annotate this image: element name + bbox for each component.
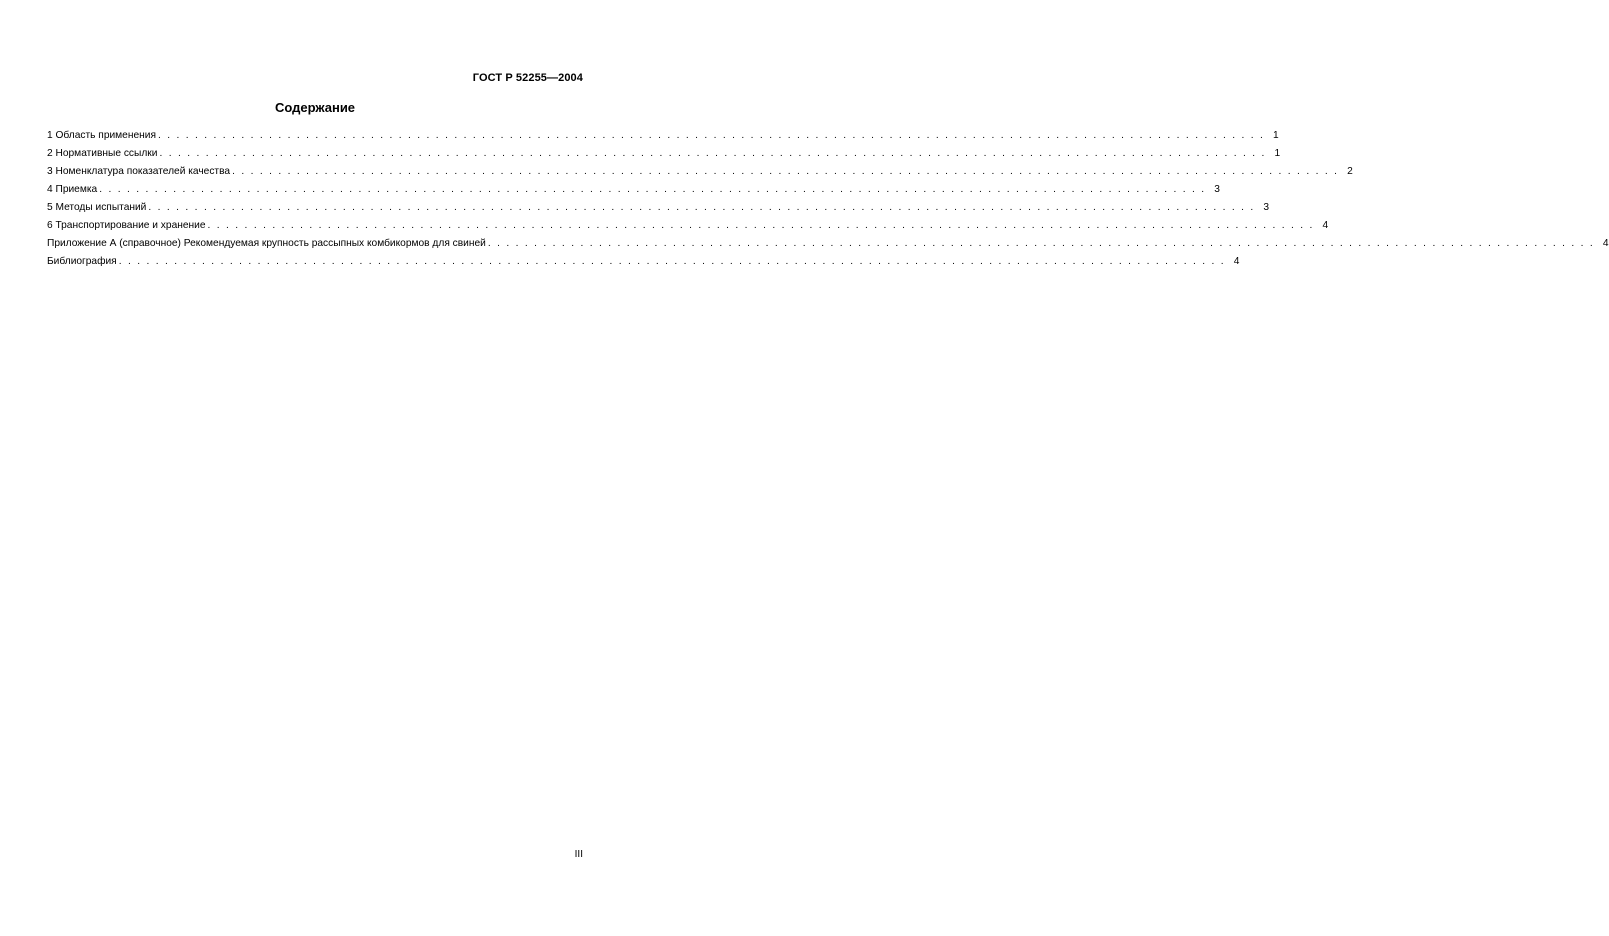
toc-leader-dots: . . . . . . . . . . . . . . . . . . . . . . . . . . . . . . . . . . . . . . . . . . . . . . . . . . . . . . . . . . . . . . . . . . . . . . . . . . . . . . . . . . . . . . . . . . . . . . . . . . . . . . . . . . . . . . . . . . . . . . . .: [99, 184, 1206, 195]
toc-entry-quality-indicators[interactable]: [47, 163, 1353, 181]
toc-entry-page: 4: [1233, 256, 1240, 267]
toc-entry-page: 3: [1214, 184, 1220, 195]
toc-leader-dots: . . . . . . . . . . . . . . . . . . . . . . . . . . . . . . . . . . . . . . . . . . . . . . . . . . . . . . . . . . . . . . . . . . . . . . . . . . . . . . . . . . . . . . . . . . . . . . . . . . . . . . . . . . . . . . . . . . . . . . . .: [232, 166, 1339, 177]
toc-leader-dots: . . . . . . . . . . . . . . . . . . . . . . . . . . . . . . . . . . . . . . . . . . . . . . . . . . . . . . . . . . . . . . . . . . . . . . . . . . . . . . . . . . . . . . . . . . . . . . . . . . . . . . . . . . . . . . . . . . . . . . . .: [487, 238, 1595, 249]
document-code: ГОСТ Р 52255—2004: [472, 72, 583, 84]
toc-entry-page: 4: [1322, 220, 1329, 231]
toc-entry-transport-storage[interactable]: [47, 217, 1329, 235]
toc-entry-page: 4: [1602, 238, 1609, 249]
toc-entry-test-methods[interactable]: [47, 199, 1270, 217]
toc-entry-label: 1 Область применения: [47, 130, 156, 141]
toc-entry-label: 2 Нормативные ссылки: [47, 148, 158, 159]
toc-entry-bibliography[interactable]: [47, 253, 1240, 271]
toc-leader-dots: . . . . . . . . . . . . . . . . . . . . . . . . . . . . . . . . . . . . . . . . . . . . . . . . . . . . . . . . . . . . . . . . . . . . . . . . . . . . . . . . . . . . . . . . . . . . . . . . . . . . . . . . . . . . . . . . . . . . . . . .: [118, 256, 1226, 267]
page-number: III: [574, 849, 583, 860]
toc-entry-label: 6 Транспортирование и хранение: [47, 220, 206, 231]
toc-entry-acceptance[interactable]: [47, 181, 1220, 199]
toc-leader-dots: . . . . . . . . . . . . . . . . . . . . . . . . . . . . . . . . . . . . . . . . . . . . . . . . . . . . . . . . . . . . . . . . . . . . . . . . . . . . . . . . . . . . . . . . . . . . . . . . . . . . . . . . . . . . . . . . . . . . . . . .: [159, 148, 1267, 159]
toc-entry-label: 5 Методы испытаний: [47, 202, 147, 213]
toc-entry-label: 3 Номенклатура показателей качества: [47, 166, 231, 177]
toc-entry-appendix-a[interactable]: [47, 235, 1609, 253]
toc-entry-label: Библиография: [47, 256, 117, 267]
toc-entry-scope[interactable]: [47, 127, 1279, 145]
toc-leader-dots: . . . . . . . . . . . . . . . . . . . . . . . . . . . . . . . . . . . . . . . . . . . . . . . . . . . . . . . . . . . . . . . . . . . . . . . . . . . . . . . . . . . . . . . . . . . . . . . . . . . . . . . . . . . . . . . . . . . . . . . .: [148, 202, 1256, 213]
toc-entry-normative-references[interactable]: [47, 145, 1281, 163]
contents-title: Содержание: [274, 100, 356, 115]
toc-leader-dots: . . . . . . . . . . . . . . . . . . . . . . . . . . . . . . . . . . . . . . . . . . . . . . . . . . . . . . . . . . . . . . . . . . . . . . . . . . . . . . . . . . . . . . . . . . . . . . . . . . . . . . . . . . . . . . . . . . . . . . . .: [207, 220, 1315, 231]
toc-entry-page: 3: [1263, 202, 1270, 213]
toc-entry-page: 2: [1347, 166, 1353, 177]
toc-entry-label: Приложение А (справочное) Рекомендуемая крупность рассыпных комбикормов для свиней: [47, 238, 486, 249]
toc-leader-dots: . . . . . . . . . . . . . . . . . . . . . . . . . . . . . . . . . . . . . . . . . . . . . . . . . . . . . . . . . . . . . . . . . . . . . . . . . . . . . . . . . . . . . . . . . . . . . . . . . . . . . . . . . . . . . . . . . . . . . . . .: [157, 130, 1265, 141]
table-of-contents: [47, 127, 1609, 271]
toc-entry-page: 1: [1274, 148, 1281, 159]
toc-entry-label: 4 Приемка: [47, 184, 98, 195]
toc-entry-page: 1: [1272, 130, 1279, 141]
